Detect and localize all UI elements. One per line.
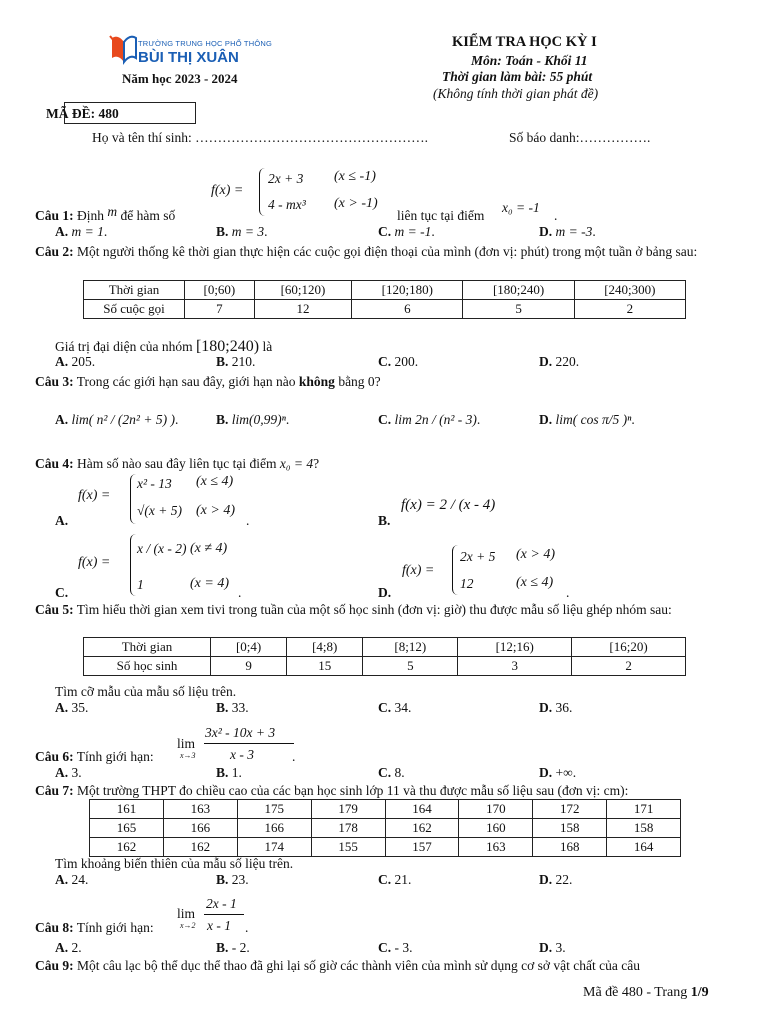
q6-num: 3x² - 10x + 3 — [205, 725, 276, 740]
q7-table — [89, 799, 681, 857]
table-cell: 5 — [363, 657, 458, 676]
table-cell: 165 — [90, 819, 164, 838]
q4-c-brace — [130, 534, 137, 596]
q4-option-d[interactable]: D. — [378, 585, 392, 600]
table-cell: [16;20) — [572, 638, 686, 657]
q4-c-row1: x / (x - 2) — [137, 541, 187, 556]
q4-c-row2: 1 — [137, 577, 144, 592]
q3-label: Câu 3: — [35, 374, 74, 389]
q7-text: Một trường THPT đo chiều cao của các bạn học sinh lớp 11 và thu được mẫu số liệu sau (đơn vị: cm): — [77, 783, 629, 798]
question-5 — [35, 602, 735, 618]
q6-text: Tính giới hạn: — [76, 749, 154, 764]
q4-option-a[interactable]: A. — [55, 513, 69, 528]
q3-bold: không — [298, 374, 335, 389]
q8-dot: . — [245, 920, 249, 935]
q4-c-cond1: (x ≠ 4) — [190, 541, 228, 556]
q1-option-c[interactable]: C. m = -1. — [378, 224, 435, 239]
q2-option-d[interactable]: D. 220. — [539, 354, 580, 369]
q2-label: Câu 2: — [35, 244, 74, 259]
q3-text-b: bằng 0? — [338, 374, 381, 389]
table-row — [90, 800, 681, 819]
q6-option-d[interactable]: D. +∞. — [539, 765, 577, 780]
q8-den: x - 1 — [207, 918, 231, 933]
table-cell: 163 — [459, 838, 533, 857]
q2-ask: Giá trị đại diện của nhóm [180;240) là — [55, 338, 273, 355]
q1-row1: 2x + 3 — [268, 171, 304, 186]
question-6 — [35, 749, 154, 765]
table-cell: 178 — [311, 819, 385, 838]
q8-option-d[interactable]: D. 3. — [539, 940, 566, 955]
q8-fraction-bar — [204, 914, 244, 915]
q5-option-c[interactable]: C. 34. — [378, 700, 412, 715]
q7-label: Câu 7: — [35, 783, 74, 798]
q1-text-b: để hàm số — [120, 208, 176, 223]
q5-ask: Tìm cỡ mẫu của mẫu số liệu trên. — [55, 684, 237, 699]
table-cell: 157 — [385, 838, 459, 857]
question-8 — [35, 920, 154, 936]
q4-c-dot: . — [238, 585, 242, 600]
q8-text: Tính giới hạn: — [76, 920, 154, 935]
q6-den: x - 3 — [230, 747, 254, 762]
table-cell: [8;12) — [363, 638, 458, 657]
exam-title: KIỂM TRA HỌC KỲ I — [452, 34, 597, 50]
q1-row2: 4 - mx³ — [268, 197, 306, 212]
q5-option-b[interactable]: B. 33. — [216, 700, 249, 715]
q6-option-c[interactable]: C. 8. — [378, 765, 405, 780]
q4-a-row2: √(x + 5) — [137, 503, 183, 518]
question-3 — [35, 374, 381, 390]
q7-ask: Tìm khoảng biến thiên của mẫu số liệu trên. — [55, 856, 294, 871]
q8-label: Câu 8: — [35, 920, 74, 935]
q4-d-dot: . — [566, 585, 570, 600]
table-row — [84, 657, 686, 676]
q4-d-brace — [452, 545, 459, 595]
q7-option-c[interactable]: C. 21. — [378, 872, 412, 887]
table-cell: 164 — [385, 800, 459, 819]
q7-option-b[interactable]: B. 23. — [216, 872, 249, 887]
table-cell: Số cuộc gọi — [84, 300, 185, 319]
candidate-number-line: Số báo danh:……………. — [509, 130, 651, 145]
q4-d-cond1: (x > 4) — [516, 547, 555, 562]
q8-num: 2x - 1 — [206, 896, 237, 911]
q7-option-a[interactable]: A. 24. — [55, 872, 89, 887]
q3-option-b[interactable]: B. lim(0,99)ⁿ. — [216, 412, 290, 427]
q4-c-fx: f(x) = — [78, 555, 111, 570]
q4-a-dot: . — [246, 513, 250, 528]
table-cell: 175 — [237, 800, 311, 819]
q2-text: Một người thống kê thời gian thực hiện các cuộc gọi điện thoại của mình (đơn vị: phút) trong một tuần ở bảng sau: — [77, 244, 698, 259]
question-4: Câu 4: Hàm số nào sau đây liên tục tại điểm x₀ = 4? — [35, 456, 320, 471]
table-cell: 2 — [574, 300, 685, 319]
school-small-text: TRƯỜNG TRUNG HỌC PHỔ THÔNG — [138, 39, 273, 48]
q4-option-c[interactable]: C. — [55, 585, 69, 600]
q1-label: Câu 1: — [35, 208, 74, 223]
q4-a-fx: f(x) = — [78, 488, 111, 503]
q5-text: Tìm hiểu thời gian xem tivi trong tuần của một số học sinh (đơn vị: giờ) thu được mẫu số liệu ghép nhóm sau: — [76, 602, 672, 617]
school-logo — [108, 30, 278, 74]
q2-option-b[interactable]: B. 210. — [216, 354, 256, 369]
table-cell: 5 — [463, 300, 574, 319]
q1-dot: . — [554, 208, 558, 223]
footer-page: 1/9 — [690, 985, 709, 1000]
q4-a-cond2: (x > 4) — [196, 503, 235, 518]
q4-option-b[interactable]: B. — [378, 513, 391, 528]
exam-code: MÃ ĐỀ: 480 — [46, 106, 119, 121]
table-row — [84, 300, 686, 319]
table-row — [84, 638, 686, 657]
table-cell: [120;180) — [352, 281, 463, 300]
table-cell: 166 — [237, 819, 311, 838]
table-row — [90, 838, 681, 857]
question-9 — [35, 958, 640, 974]
q1-option-b[interactable]: B. m = 3. — [216, 224, 268, 239]
q6-label: Câu 6: — [35, 749, 74, 764]
table-cell: 168 — [533, 838, 607, 857]
table-cell: 3 — [458, 657, 572, 676]
q6-sub: x→3 — [180, 751, 196, 760]
table-cell: 164 — [607, 838, 681, 857]
q1-option-a[interactable]: A. m = 1. — [55, 224, 108, 239]
q8-option-a[interactable]: A. 2. — [55, 940, 82, 955]
q5-table — [83, 637, 686, 676]
question-2 — [35, 244, 735, 260]
table-cell: [180;240) — [463, 281, 574, 300]
q3-option-c[interactable]: C. lim 2n / (n² - 3). — [378, 412, 481, 427]
table-cell: 158 — [533, 819, 607, 838]
table-cell: 6 — [352, 300, 463, 319]
table-cell: 170 — [459, 800, 533, 819]
q2-option-c[interactable]: C. 200. — [378, 354, 419, 369]
exam-duration: Thời gian làm bài: 55 phút — [442, 69, 593, 84]
q4-a-cond1: (x ≤ 4) — [196, 474, 234, 489]
q3-option-d[interactable]: D. lim( cos π/5 )ⁿ. — [539, 412, 635, 427]
exam-subject: Môn: Toán - Khối 11 — [471, 53, 588, 68]
table-cell: 12 — [254, 300, 351, 319]
q6-dot: . — [292, 749, 296, 764]
q1-option-d[interactable]: D. m = -3. — [539, 224, 596, 239]
table-cell: 172 — [533, 800, 607, 819]
q4-d-cond2: (x ≤ 4) — [516, 575, 554, 590]
q5-option-a[interactable]: A. 35. — [55, 700, 89, 715]
q1-cond2: (x > -1) — [334, 196, 378, 211]
candidate-name-line: Họ và tên thí sinh: ……………………………………………. — [92, 130, 428, 145]
table-cell: [0;4) — [211, 638, 287, 657]
table-cell: 171 — [607, 800, 681, 819]
table-cell: 155 — [311, 838, 385, 857]
footer-text: Mã đề 480 - Trang — [583, 985, 691, 1000]
q4-d-fx: f(x) = — [402, 563, 435, 578]
table-cell: 160 — [459, 819, 533, 838]
q4-label: Câu 4: — [35, 456, 74, 471]
q2-option-a[interactable]: A. 205. — [55, 354, 96, 369]
q2-table — [83, 280, 686, 319]
school-name: BÙI THỊ XUÂN — [138, 49, 239, 66]
table-cell: 15 — [287, 657, 363, 676]
q6-fraction-bar — [204, 743, 294, 744]
q6-option-a[interactable]: A. 3. — [55, 765, 82, 780]
q6-option-b[interactable]: B. 1. — [216, 765, 242, 780]
q3-option-a[interactable]: A. lim( n² / (2n² + 5) ). — [55, 412, 179, 427]
q4-b-fx: f(x) = 2 / (x - 4) — [401, 497, 496, 513]
q1-var: m — [107, 204, 118, 219]
q5-label: Câu 5: — [35, 602, 74, 617]
table-cell: 166 — [163, 819, 237, 838]
table-cell: 7 — [185, 300, 255, 319]
question-7 — [35, 783, 628, 799]
table-cell: 9 — [211, 657, 287, 676]
q3-text-a: Trong các giới hạn sau đây, giới hạn nào — [76, 374, 296, 389]
table-cell: Thời gian — [84, 281, 185, 300]
q4-a-brace — [130, 474, 137, 524]
table-row — [84, 281, 686, 300]
exam-note: (Không tính thời gian phát đề) — [433, 86, 599, 101]
q1-fx: f(x) = — [211, 183, 244, 198]
q9-label: Câu 9: — [35, 958, 74, 973]
q8-lim: lim — [177, 906, 196, 921]
q5-option-d[interactable]: D. 36. — [539, 700, 573, 715]
q4-a-row1: x² - 13 — [137, 476, 172, 491]
table-cell: 162 — [385, 819, 459, 838]
table-cell: 174 — [237, 838, 311, 857]
q9-text: Một câu lạc bộ thể dục thể thao đã ghi lại số giờ các thành viên của mình sử dụng cơ sở vật chất của câu — [77, 958, 640, 973]
table-cell: 162 — [90, 838, 164, 857]
q1-brace — [259, 168, 268, 216]
table-cell: [4;8) — [287, 638, 363, 657]
table-cell: 161 — [90, 800, 164, 819]
table-cell: [240;300) — [574, 281, 685, 300]
q6-lim: lim — [177, 736, 196, 751]
q7-option-d[interactable]: D. 22. — [539, 872, 573, 887]
q4-d-row1: 2x + 5 — [460, 549, 496, 564]
table-cell: [0;60) — [185, 281, 255, 300]
page-footer — [583, 985, 709, 1001]
q8-option-b[interactable]: B. - 2. — [216, 940, 250, 955]
table-cell: Số học sinh — [84, 657, 211, 676]
q8-sub: x→2 — [180, 921, 196, 930]
q4-d-row2: 12 — [460, 576, 474, 591]
school-year: Năm học 2023 - 2024 — [122, 71, 238, 86]
question-1 — [35, 204, 176, 224]
q4-point: x₀ = 4 — [279, 456, 314, 471]
table-cell: 179 — [311, 800, 385, 819]
q1-text-c: liên tục tại điểm — [397, 208, 485, 223]
table-row — [90, 819, 681, 838]
q4-text: Hàm số nào sau đây liên tục tại điểm — [77, 456, 277, 471]
q1-text-a: Định — [77, 208, 105, 223]
table-cell: Thời gian — [84, 638, 211, 657]
q8-option-c[interactable]: C. - 3. — [378, 940, 413, 955]
q4-c-cond2: (x = 4) — [190, 576, 229, 591]
table-cell: [60;120) — [254, 281, 351, 300]
table-cell: 163 — [163, 800, 237, 819]
book-logo-icon — [108, 32, 140, 66]
table-cell: 162 — [163, 838, 237, 857]
q1-point: x₀ = -1 — [502, 200, 540, 215]
q1-cond1: (x ≤ -1) — [334, 169, 376, 184]
table-cell: 2 — [572, 657, 686, 676]
table-cell: 158 — [607, 819, 681, 838]
table-cell: [12;16) — [458, 638, 572, 657]
